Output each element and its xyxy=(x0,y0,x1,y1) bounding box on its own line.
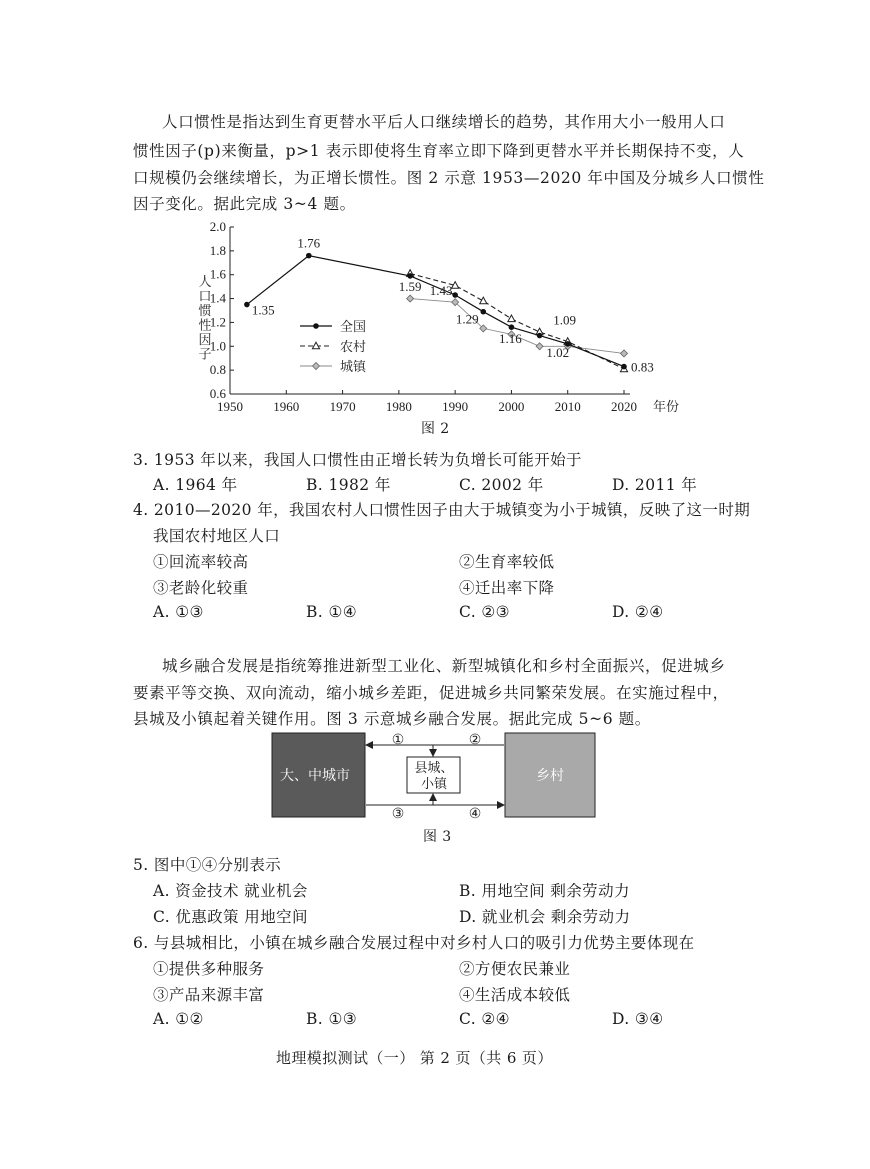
passage1-line-4: 因子变化。据此完成 3~4 题。 xyxy=(133,195,356,213)
city-box-label: 大、中城市 xyxy=(280,768,350,784)
q4-option-b: B. ①④ xyxy=(306,603,358,621)
passage1-line-2: 惯性因子(p)来衡量，p>1 表示即使将生育率立即下降到更替水平并长期保持不变，人 xyxy=(133,142,745,160)
q3-option-c: C. 2002 年 xyxy=(459,476,544,494)
x-tick-label: 1970 xyxy=(329,399,356,414)
q4-item-1: ①回流率较高 xyxy=(153,553,249,571)
arrow-label-1: ① xyxy=(391,733,405,748)
x-tick-label: 2010 xyxy=(554,399,581,414)
legend-label: 城镇 xyxy=(340,359,367,374)
y-axis-label: 性 xyxy=(198,317,212,333)
q6-option-d: D. ③④ xyxy=(612,1010,664,1028)
figure3-caption: 图 3 xyxy=(423,829,452,845)
q5-option-a: A. 资金技术 就业机会 xyxy=(153,882,308,900)
q4-option-a: A. ①③ xyxy=(153,603,204,621)
data-label: 1.43 xyxy=(429,282,453,298)
x-tick-label: 1990 xyxy=(442,399,469,414)
passage1-line-3: 口规模仍会继续增长，为正增长惯性。图 2 示意 1953—2020 年中国及分城乡人口惯性 xyxy=(133,169,765,187)
arrow-4 xyxy=(433,794,504,805)
y-axis-label: 人 xyxy=(198,274,212,289)
q6-item-3: ③产品来源丰富 xyxy=(153,986,265,1004)
y-tick-label: 1.0 xyxy=(209,338,226,354)
data-label: 1.35 xyxy=(251,302,275,318)
q6-option-a: A. ①② xyxy=(153,1010,204,1028)
village-box-label: 乡村 xyxy=(536,768,564,784)
passage2-line-3: 县城及小镇起着关键作用。图 3 示意城乡融合发展。据此完成 5~6 题。 xyxy=(133,710,651,728)
county-town-label-1: 县城、 xyxy=(414,761,454,776)
y-tick-label: 1.2 xyxy=(209,314,226,330)
q5-option-c: C. 优惠政策 用地空间 xyxy=(153,908,308,926)
data-label: 1.76 xyxy=(297,235,321,251)
passage2-line-2: 要素平等交换、双向流动，缩小城乡差距，促进城乡共同繁荣发展。在实施过程中， xyxy=(133,684,729,702)
figure2-caption: 图 2 xyxy=(421,421,450,437)
q3-option-b: B. 1982 年 xyxy=(306,476,391,494)
q4-stem-line-2: 我国农村地区人口 xyxy=(153,527,281,545)
y-tick-label: 0.8 xyxy=(209,362,226,378)
q6-option-b: B. ①③ xyxy=(306,1010,358,1028)
legend-label: 全国 xyxy=(340,319,367,334)
q3-option-d: D. 2011 年 xyxy=(612,476,698,494)
q4-item-2: ②生育率较低 xyxy=(459,553,555,571)
q3-option-a: A. 1964 年 xyxy=(153,476,238,494)
arrow-label-4: ④ xyxy=(468,807,482,822)
data-label: 1.09 xyxy=(553,312,576,328)
y-axis-label: 因 xyxy=(198,332,212,347)
y-tick-label: 0.6 xyxy=(209,386,226,401)
q3-stem: 3. 1953 年以来，我国人口惯性由正增长转为负增长可能开始于 xyxy=(133,451,582,469)
y-tick-label: 1.8 xyxy=(209,242,226,258)
arrow-label-3: ③ xyxy=(391,807,405,822)
legend-label: 农村 xyxy=(340,339,367,354)
q6-item-1: ①提供多种服务 xyxy=(153,960,265,978)
q5-option-b: B. 用地空间 剩余劳动力 xyxy=(459,882,630,900)
y-tick-label: 2.0 xyxy=(209,219,226,234)
q6-item-2: ②方便农民兼业 xyxy=(459,960,571,978)
y-tick-label: 1.4 xyxy=(209,290,226,306)
passage1-line-1: 人口惯性是指达到生育更替水平后人口继续增长的趋势，其作用大小一般用人口 xyxy=(162,113,726,131)
data-label: 1.29 xyxy=(455,311,479,327)
q4-option-d: D. ②④ xyxy=(612,603,664,621)
q4-item-4: ④迁出率下降 xyxy=(459,579,555,597)
y-axis-label: 惯 xyxy=(198,303,212,318)
q4-item-3: ③老龄化较重 xyxy=(153,579,249,597)
x-tick-label: 1980 xyxy=(385,399,412,414)
y-tick-label: 1.6 xyxy=(209,266,226,282)
x-tick-label: 2000 xyxy=(498,399,525,414)
x-tick-label: 1950 xyxy=(217,399,243,414)
y-axis-label: 子 xyxy=(198,346,212,362)
q5-stem: 5. 图中①④分别表示 xyxy=(133,856,282,874)
page-footer: 地理模拟测试（一） 第 2 页（共 6 页） xyxy=(276,1049,553,1067)
data-label: 1.02 xyxy=(546,344,570,360)
x-tick-label: 1960 xyxy=(273,399,300,414)
q6-stem: 6. 与县城相比，小镇在城乡融合发展过程中对乡村人口的吸引力优势主要体现在 xyxy=(133,934,695,952)
x-axis-label: 年份 xyxy=(653,399,680,414)
data-label: 1.59 xyxy=(398,278,422,294)
q4-option-c: C. ②③ xyxy=(459,603,510,621)
q6-item-4: ④生活成本较低 xyxy=(459,986,571,1004)
x-tick-label: 2020 xyxy=(611,399,637,414)
q6-option-c: C. ②④ xyxy=(459,1010,510,1028)
y-axis-label: 口 xyxy=(198,288,212,304)
county-town-label-2: 小镇 xyxy=(420,777,448,792)
data-label: 0.83 xyxy=(631,359,654,375)
passage2-line-1: 城乡融合发展是指统筹推进新型工业化、新型城镇化和乡村全面振兴，促进城乡 xyxy=(162,657,726,675)
q4-stem-line-1: 4. 2010—2020 年，我国农村人口惯性因子由大于城镇变为小于城镇，反映了这一时期 xyxy=(133,501,751,519)
arrow-3 xyxy=(366,794,433,805)
arrow-label-2: ② xyxy=(468,733,482,748)
q5-option-d: D. 就业机会 剩余劳动力 xyxy=(459,908,631,926)
data-label: 1.16 xyxy=(499,331,522,347)
